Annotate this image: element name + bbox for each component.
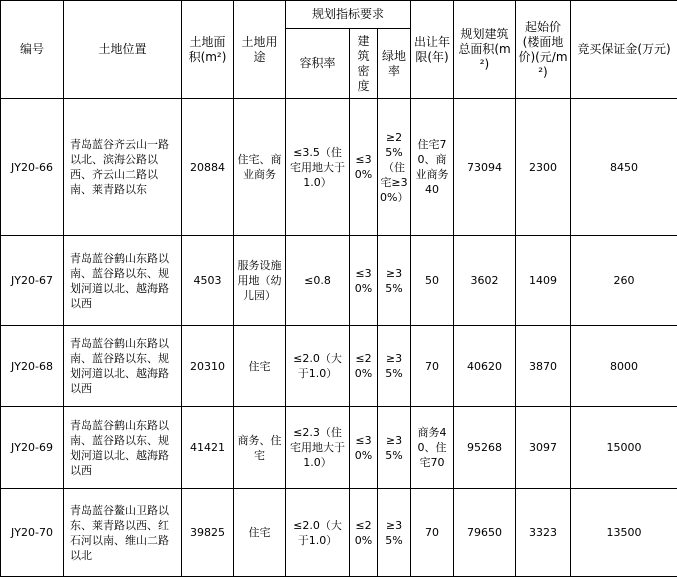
cell-id: JY20-68 [1, 326, 64, 407]
cell-deposit: 8000 [571, 326, 677, 407]
header-green: 绿地率 [378, 29, 411, 99]
cell-green: ≥25%（住宅≥30%） [378, 99, 411, 236]
cell-price: 1409 [516, 236, 571, 326]
cell-deposit: 13500 [571, 489, 677, 577]
cell-far: ≤2.3（住宅用地大于1.0） [286, 407, 350, 489]
cell-build-area: 73094 [454, 99, 516, 236]
cell-id: JY20-70 [1, 489, 64, 577]
cell-green: ≥35% [378, 407, 411, 489]
header-area: 土地面积(m²) [182, 1, 234, 99]
header-term: 出让年限(年) [411, 1, 454, 99]
cell-use: 商务、住宅 [234, 407, 286, 489]
cell-green: ≥35% [378, 326, 411, 407]
cell-green: ≥35% [378, 236, 411, 326]
cell-density: ≤20% [350, 326, 378, 407]
cell-deposit: 15000 [571, 407, 677, 489]
cell-price: 3870 [516, 326, 571, 407]
cell-far: ≤2.0（大于1.0） [286, 489, 350, 577]
cell-area: 41421 [182, 407, 234, 489]
cell-density: ≤20% [350, 489, 378, 577]
cell-use: 住宅 [234, 489, 286, 577]
cell-location: 青岛蓝谷鹤山东路以南、蓝谷路以东、规划河道以北、越海路以西 [64, 326, 182, 407]
cell-term: 70 [411, 326, 454, 407]
cell-id: JY20-67 [1, 236, 64, 326]
cell-location: 青岛蓝谷鹤山东路以南、蓝谷路以东、规划河道以北、越海路以西 [64, 407, 182, 489]
cell-location: 青岛蓝谷鳌山卫路以东、莱青路以西、红石河以南、维山二路以北 [64, 489, 182, 577]
cell-use: 住宅 [234, 326, 286, 407]
table-row [1, 407, 677, 489]
cell-deposit: 260 [571, 236, 677, 326]
cell-far: ≤3.5（住宅用地大于1.0） [286, 99, 350, 236]
table-row [1, 236, 677, 326]
header-location: 土地位置 [64, 1, 182, 99]
header-price: 起始价(楼面地价)(元/m²) [516, 1, 571, 99]
cell-use: 住宅、商业商务 [234, 99, 286, 236]
cell-deposit: 8450 [571, 99, 677, 236]
cell-density: ≤30% [350, 99, 378, 236]
cell-density: ≤30% [350, 236, 378, 326]
cell-term: 商务40、住宅70 [411, 407, 454, 489]
cell-location: 青岛蓝谷齐云山一路以北、滨海公路以西、齐云山二路以南、莱青路以东 [64, 99, 182, 236]
cell-term: 70 [411, 489, 454, 577]
cell-green: ≥35% [378, 489, 411, 577]
cell-price: 2300 [516, 99, 571, 236]
header-id: 编号 [1, 1, 64, 99]
cell-area: 4503 [182, 236, 234, 326]
cell-build-area: 95268 [454, 407, 516, 489]
cell-location: 青岛蓝谷鹤山东路以南、蓝谷路以东、规划河道以北、越海路以西 [64, 236, 182, 326]
table-row [1, 489, 677, 577]
header-build-area: 规划建筑总面积(m²) [454, 1, 516, 99]
cell-price: 3097 [516, 407, 571, 489]
cell-id: JY20-69 [1, 407, 64, 489]
cell-build-area: 79650 [454, 489, 516, 577]
cell-term: 住宅70、商业商务40 [411, 99, 454, 236]
header-deposit: 竞买保证金(万元) [571, 1, 677, 99]
cell-build-area: 3602 [454, 236, 516, 326]
header-use: 土地用途 [234, 1, 286, 99]
cell-use: 服务设施用地（幼儿园） [234, 236, 286, 326]
cell-area: 20884 [182, 99, 234, 236]
table-row [1, 326, 677, 407]
cell-price: 3323 [516, 489, 571, 577]
cell-area: 20310 [182, 326, 234, 407]
header-far: 容积率 [286, 29, 350, 99]
header-density: 建筑密度 [350, 29, 378, 99]
table-row [1, 99, 677, 236]
cell-far: ≤2.0（大于1.0） [286, 326, 350, 407]
cell-far: ≤0.8 [286, 236, 350, 326]
cell-build-area: 40620 [454, 326, 516, 407]
cell-area: 39825 [182, 489, 234, 577]
cell-id: JY20-66 [1, 99, 64, 236]
cell-term: 50 [411, 236, 454, 326]
header-planning: 规划指标要求 [286, 1, 411, 29]
cell-density: ≤30% [350, 407, 378, 489]
